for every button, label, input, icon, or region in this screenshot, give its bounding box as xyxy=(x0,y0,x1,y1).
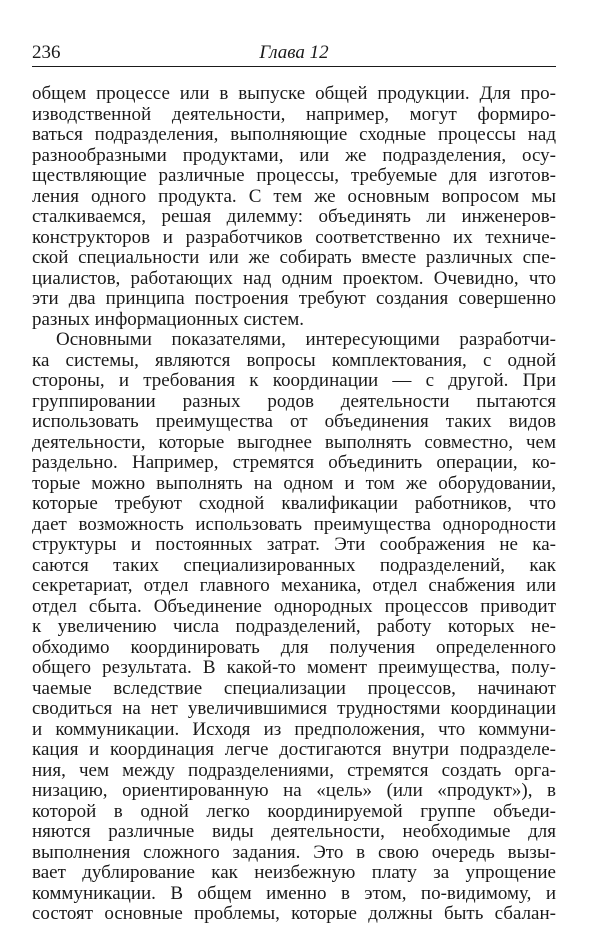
text-line: структуры и постоянных затрат. Эти соображения не ка- xyxy=(32,535,556,555)
page-number: 236 xyxy=(32,42,61,63)
text-line: ния, чем между подразделениями, стремятся создать орга- xyxy=(32,760,556,781)
text-line: к увеличению числа подразделений, работу которых не- xyxy=(32,617,556,637)
text-line: вает дублирование как неизбежную плату за упрощение xyxy=(32,863,556,883)
text-line: отдел сбыта. Объединение однородных процессов приводит xyxy=(32,596,556,617)
text-line: которой в одной легко координируемой группе объеди- xyxy=(32,801,556,822)
text-line: общего результата. В какой-то момент преимущества, полу- xyxy=(32,658,556,678)
text-line: общем процессе или в выпуске общей продукции. Для про- xyxy=(32,84,556,104)
text-line: ления одного продукта. С тем же основным вопросом мы xyxy=(32,186,556,207)
text-line: Основными показателями, интересующими разработчи- xyxy=(56,330,556,350)
page-header xyxy=(32,42,556,68)
text-line: няются различные виды деятельности, необходимые для xyxy=(32,822,556,842)
text-line: группировании разных родов деятельности пытаются xyxy=(32,391,556,412)
text-line: саются таких специализированных подразделений, как xyxy=(32,555,556,576)
text-line: разных информационных систем. xyxy=(32,309,305,330)
text-line: сводиться на нет увеличившимися трудностями координации xyxy=(32,699,556,719)
text-line: изводственной деятельности, например, могут формиро- xyxy=(32,104,556,125)
text-line: которые требуют сходной квалификации работников, что xyxy=(32,494,556,514)
text-line: раздельно. Например, стремятся объединить операции, ко- xyxy=(32,453,556,473)
text-line: секретариат, отдел главного механика, отдел снабжения или xyxy=(32,576,556,596)
text-line: сталкиваемся, решая дилемму: объединять ли инженеров- xyxy=(32,207,556,227)
text-line: выполнения сложного задания. Это в свою очередь вызы- xyxy=(32,842,556,863)
header-rule xyxy=(32,66,556,67)
text-line: торые можно выполнять на одном и том же оборудовании, xyxy=(32,473,556,494)
text-line: ществляющие различные процессы, требуемые для изготов- xyxy=(32,166,556,186)
text-line: ской специальности или же собирать вместе различных спе- xyxy=(32,248,556,268)
paragraph-2 xyxy=(32,330,556,925)
text-line: и коммуникации. Исходя из предположения, что коммуни- xyxy=(32,719,556,740)
running-head: Глава 12 xyxy=(259,42,329,63)
text-line: кация и координация легче достигаются внутри подразделе- xyxy=(32,740,556,760)
text-line: эти два принципа построения требуют создания совершенно xyxy=(32,289,556,309)
text-line: использовать преимущества от объединения таких видов xyxy=(32,412,556,432)
text-line: коммуникации. В общем именно в этом, по-видимому, и xyxy=(32,883,556,904)
text-line: чаемые вследствие специализации процессов, начинают xyxy=(32,678,556,699)
paragraph-1 xyxy=(32,84,556,330)
body-text xyxy=(32,84,556,925)
text-line: состоят основные проблемы, которые должны быть сбалан- xyxy=(32,904,556,924)
text-line: разнообразными продуктами, или же подразделения, осу- xyxy=(32,145,556,166)
text-line: ка системы, являются вопросы комплектования, с одной xyxy=(32,350,556,371)
text-line: дает возможность использовать преимущества однородности xyxy=(32,514,556,535)
text-line: конструкторов и разработчиков соответственно их техниче- xyxy=(32,227,556,248)
text-line: стороны, и требования к координации — с другой. При xyxy=(32,371,556,391)
text-line: деятельности, которые выгоднее выполнять совместно, чем xyxy=(32,432,556,453)
text-line: ваться подразделения, выполняющие сходные процессы над xyxy=(32,125,556,145)
text-line: обходимо координировать для получения определенного xyxy=(32,637,556,658)
text-line: низацию, ориентированную на «цель» (или «продукт»), в xyxy=(32,781,556,801)
text-line: циалистов, работающих над одним проектом. Очевидно, что xyxy=(32,268,556,289)
